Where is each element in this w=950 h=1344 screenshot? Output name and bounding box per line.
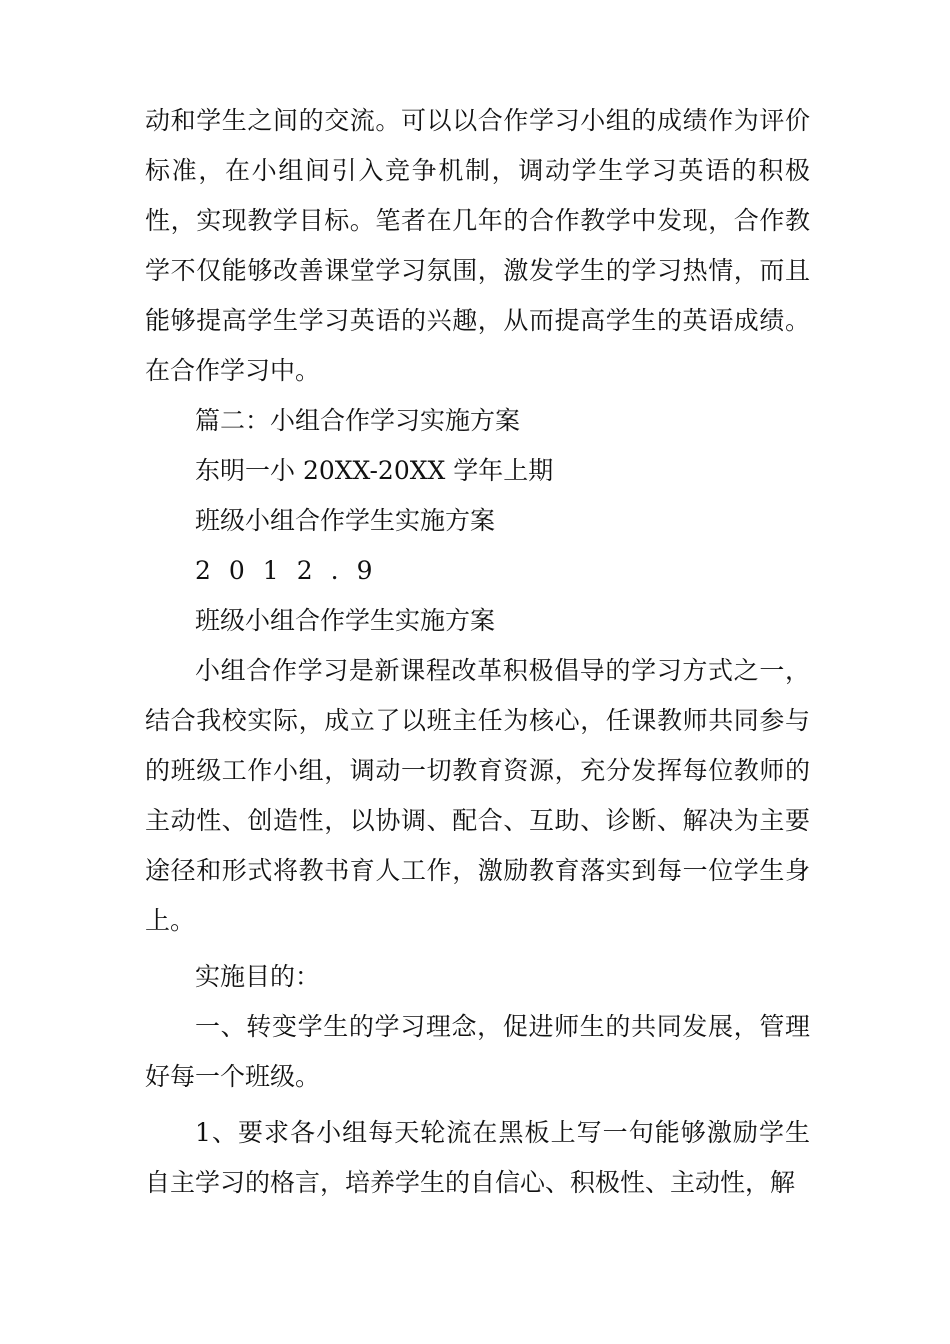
document-body bbox=[145, 96, 810, 1208]
paragraph-continuation: 动和学生之间的交流。可以以合作学习小组的成绩作为评价标准，在小组间引入竞争机制，调动学生学习英语的积极性，实现教学目标。笔者在几年的合作教学中发现，合作教学不仅能够改善课堂学习氛围，激发学生的学习热情，而且能够提高学生学习英语的兴趣，从而提高学生的英语成绩。在合作学习中。 bbox=[145, 106, 810, 385]
purpose-item-1: 一、转变学生的学习理念，促进师生的共同发展，管理好每一个班级。 bbox=[145, 1012, 810, 1091]
purpose-subitem-1: 1、要求各小组每天轮流在黑板上写一句能够激励学生自主学习的格言，培养学生的自信心、积极性、主动性，解 bbox=[145, 1118, 810, 1197]
purpose-heading: 实施目的： bbox=[195, 962, 321, 991]
plan-date: 2012.9 bbox=[195, 556, 391, 585]
school-term-line: 东明一小 20XX-20XX 学年上期 bbox=[195, 456, 554, 485]
paragraph-intro: 小组合作学习是新课程改革积极倡导的学习方式之一，结合我校实际，成立了以班主任为核心，任课教师共同参与的班级工作小组，调动一切教育资源，充分发挥每位教师的主动性、创造性，以协调、配合、互助、诊断、解决为主要途径和形式将教书育人工作，激励教育落实到每一位学生身上。 bbox=[145, 656, 810, 935]
section-title: 篇二：小组合作学习实施方案 bbox=[195, 406, 521, 435]
plan-title-repeat: 班级小组合作学生实施方案 bbox=[195, 606, 496, 635]
plan-title: 班级小组合作学生实施方案 bbox=[195, 506, 496, 535]
